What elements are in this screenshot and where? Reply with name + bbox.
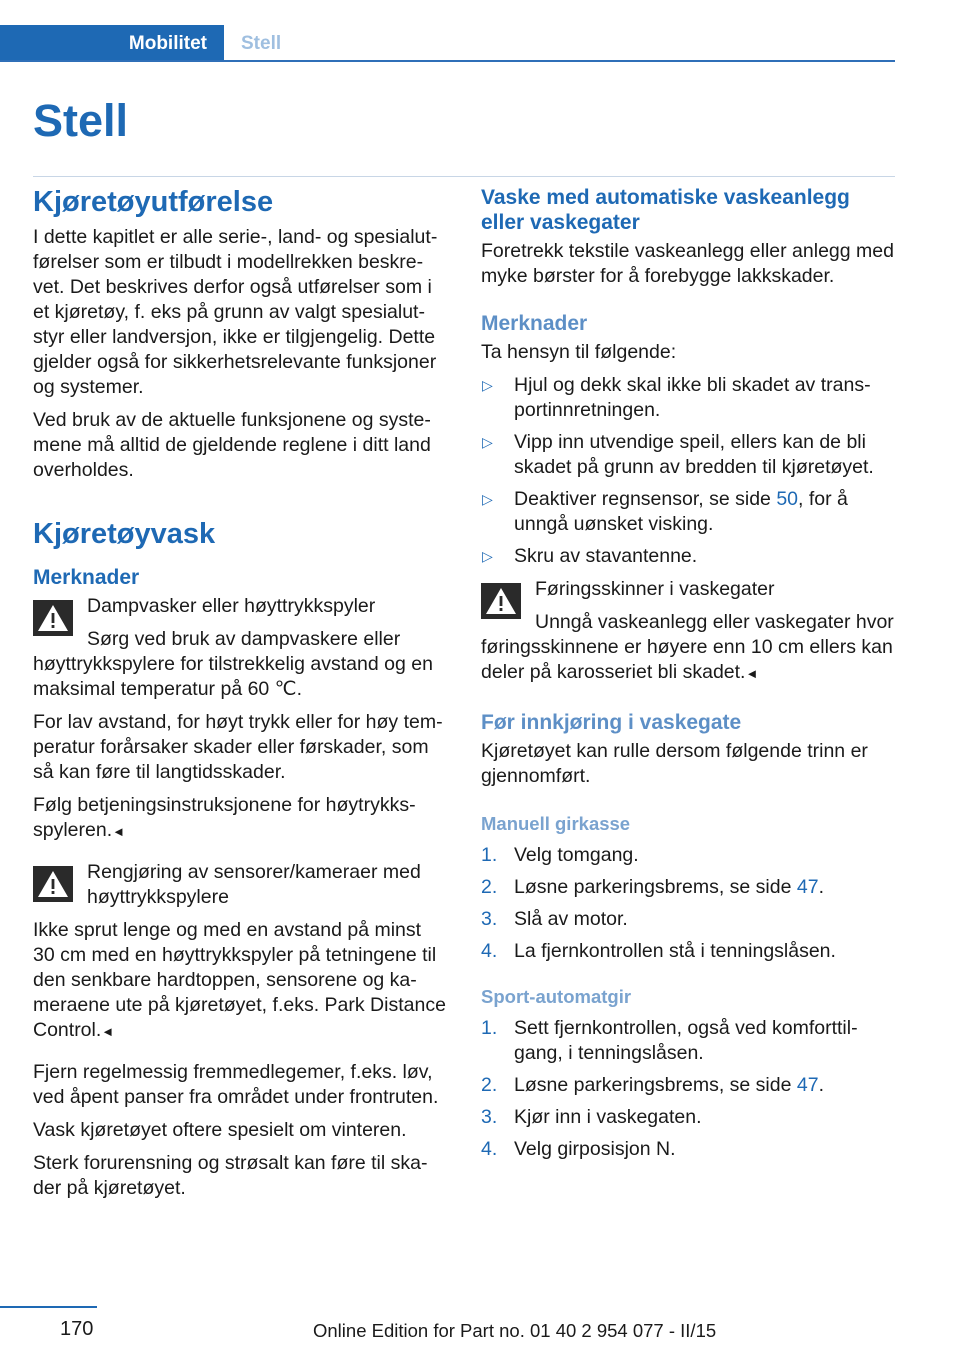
bullet-list xyxy=(481,373,896,569)
warning-text-span: Følg betjeningsinstruksjonene for høytrykksspyleren. xyxy=(33,794,416,841)
edition-text: Online Edition for Part no. 01 40 2 954 077 - II/15 xyxy=(313,1320,717,1341)
list-item xyxy=(481,430,896,480)
section-heading-vask: Kjøretøyvask xyxy=(33,518,216,550)
warning-icon xyxy=(33,866,73,902)
list-item-text: Slå av motor. xyxy=(514,908,628,930)
heading-innkjoring: Før innkjøring i vaskegate xyxy=(481,711,742,734)
warning-title: Føringsskinner i vaskegater xyxy=(535,578,775,600)
numbered-list-manual xyxy=(481,843,896,964)
list-item xyxy=(481,1073,896,1098)
warning-title: Dampvasker eller høyttrykkspyler xyxy=(87,595,376,617)
end-marker: ◄ xyxy=(101,1024,115,1039)
page-number: 170 xyxy=(60,1318,94,1340)
title-rule xyxy=(33,176,895,177)
bullet-icon: ▷ xyxy=(482,548,493,564)
list-item-text: Løsne parkeringsbrems, se side xyxy=(514,876,797,898)
page-link[interactable]: 50 xyxy=(776,488,799,510)
list-item-text: . xyxy=(818,1074,824,1096)
paragraph: I dette kapitlet er alle serie-, land- og spesialutførelser som er tilbudt i modellrekken beskrevet. Det beskrives derfor også utførelser som i et kjøretøy, f. eks på grunn av valgt spesialutstyr eller landversjon, ikke er tilgjengelig. Dette gjelder også for sikkerhetsrelevante funksjoner og systemer. xyxy=(33,226,438,398)
header-tabs xyxy=(0,25,895,62)
page-link[interactable]: 47 xyxy=(796,876,819,898)
warning-text: Sørg ved bruk av dampvaskere eller høyttrykkspylere for tilstrekkelig avstand og en maksimal temperatur på 60 ℃. xyxy=(33,628,433,700)
step-number: 1. xyxy=(481,1017,498,1039)
list-item-text: Deaktiver regnsensor, se side xyxy=(514,488,777,510)
paragraph: Ved bruk av de aktuelle funksjonene og systemene må alltid de gjeldende reglene i ditt land overholdes. xyxy=(33,409,431,481)
right-column xyxy=(481,185,896,1174)
tab-stell[interactable]: Stell xyxy=(241,33,282,54)
step-number: 4. xyxy=(481,1138,498,1160)
list-item-text: Løsne parkeringsbrems, se side xyxy=(514,1074,797,1096)
list-item-text: Velg tomgang. xyxy=(514,844,639,866)
paragraph: Fjern regelmessig fremmedlegemer, f.eks. løv, ved åpent panser fra området under frontruten. xyxy=(33,1061,439,1108)
step-number: 2. xyxy=(481,876,498,898)
end-marker: ◄ xyxy=(112,824,125,839)
heading-sport-automatgir: Sport-automatgir xyxy=(481,986,632,1007)
warning-icon xyxy=(481,583,521,619)
paragraph: Kjøretøyet kan rulle dersom følgende trinn er gjennomført. xyxy=(481,740,868,787)
paragraph: Sterk forurensning og strøsalt kan føre til skader på kjøretøyet. xyxy=(33,1152,428,1199)
paragraph: Vask kjøretøyet oftere spesielt om vinteren. xyxy=(33,1119,407,1141)
step-number: 1. xyxy=(481,844,498,866)
warning-text xyxy=(481,610,896,686)
warning-icon xyxy=(33,600,73,636)
warning-block xyxy=(33,594,448,844)
list-item xyxy=(481,487,896,537)
list-item-text: La fjernkontrollen stå i tenningslåsen. xyxy=(514,940,836,962)
list-item xyxy=(481,875,896,900)
list-item xyxy=(481,1137,896,1162)
step-number: 3. xyxy=(481,908,498,930)
step-number: 3. xyxy=(481,1106,498,1128)
list-item-text: Kjør inn i vaskegaten. xyxy=(514,1106,702,1128)
numbered-list-auto xyxy=(481,1016,896,1162)
list-item xyxy=(481,1016,896,1066)
list-item xyxy=(481,843,896,868)
section-heading-utforelse: Kjøretøyutførelse xyxy=(33,186,274,218)
tab-mobilitet[interactable]: Mobilitet xyxy=(0,25,224,62)
list-item-text: Hjul og dekk skal ikke bli skadet av transportinnretningen. xyxy=(514,374,871,421)
list-item xyxy=(481,907,896,932)
heading-vaskeanlegg: Vaske med automatiske vaskeanlegg eller vaskegater xyxy=(481,186,850,234)
heading-manuell-girkasse: Manuell girkasse xyxy=(481,813,631,834)
heading-merknader: Merknader xyxy=(481,312,588,335)
list-item-text: . xyxy=(818,876,824,898)
list-item-text: Velg girposisjon N. xyxy=(514,1138,676,1160)
warning-text-span: Ikke sprut lenge og med en avstand på minst 30 cm med en høyttrykkspyler på tetningene til den senkbare hardtoppen, sensorene og kameraene ute på kjøretøyet, f.eks. Park Distance Control. xyxy=(33,919,446,1041)
list-item-text: , for å unngå uønsket visking. xyxy=(514,488,848,535)
warning-text xyxy=(33,918,448,1044)
bullet-icon: ▷ xyxy=(482,434,493,450)
page-title: Stell xyxy=(33,95,129,146)
list-item-text: Vipp inn utvendige speil, ellers kan de bli skadet på grunn av bredden til kjøretøyet. xyxy=(514,431,874,478)
page-link[interactable]: 47 xyxy=(796,1074,819,1096)
bullet-icon: ▷ xyxy=(482,377,493,393)
step-number: 4. xyxy=(481,940,498,962)
paragraph: Foretrekk tekstile vaskeanlegg eller anlegg med myke børster for å forebygge lakkskader. xyxy=(481,240,894,287)
end-marker: ◄ xyxy=(745,666,759,681)
warning-text-span: Unngå vaskeanlegg eller vaskegater hvor føringsskinnene er høyere enn 10 cm ellers kan deler på karosseriet bli skadet. xyxy=(481,611,894,683)
list-item xyxy=(481,1105,896,1130)
warning-block xyxy=(33,860,448,1044)
step-number: 2. xyxy=(481,1074,498,1096)
warning-text: For lav avstand, for høyt trykk eller for høy temperatur forårsaker skader eller førskader, som så kan føre til langtidsskader. xyxy=(33,711,443,783)
subheading-merknader: Merknader xyxy=(33,566,140,589)
list-item xyxy=(481,544,896,569)
warning-text xyxy=(33,793,448,844)
list-item xyxy=(481,939,896,964)
list-item-text: Skru av stavantenne. xyxy=(514,545,698,567)
warning-block xyxy=(481,577,896,686)
header-rule xyxy=(0,60,895,62)
list-item xyxy=(481,373,896,423)
footer-rule xyxy=(0,1306,97,1308)
paragraph: Ta hensyn til følgende: xyxy=(481,341,677,363)
list-item-text: Sett fjernkontrollen, også ved komforttilgang, i tenningslåsen. xyxy=(514,1017,858,1064)
warning-title: Rengjøring av sensorer/kameraer med høyttrykkspylere xyxy=(87,861,421,908)
left-column xyxy=(33,185,448,1209)
bullet-icon: ▷ xyxy=(482,491,493,507)
